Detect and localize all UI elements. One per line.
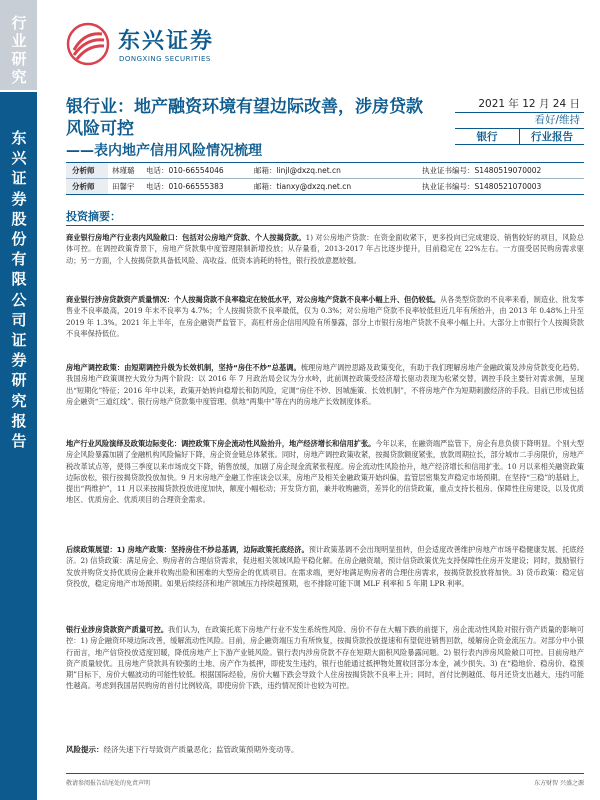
report-title-block xyxy=(66,96,426,161)
paragraph-lead: 后续政策展望：1) 房地产政策：坚持房住不炒总基调，边际政策托底经济。 xyxy=(66,545,309,554)
page-footer xyxy=(66,773,584,787)
rating-label: 看好/维持 xyxy=(534,114,580,126)
tag-industry: 银行 xyxy=(476,131,498,143)
paragraph-body: 预计政策基调不会出现明显扭转，但会适度改善维护房地产市场平稳健康发展、托底经济。2) 信贷政策：满足房企、购房者的合理信贷需求，促进相关领域风险平稳化解。在房企融资端，预计信贷政策优先支持保障性住房开发建设；同时，鼓励银行发放并购贷支持优质房企兼并收购出险和困难的大型房企的优质项目。在需求端，更好地满足购房者的合理住房需求，按揭贷款投放将加快。3) 货币政策：稳定信贷投放，稳定房地产市场预期。如果后续经济和地产领域压力持续超预期，也不排除可能下调 MLF 利率和 5 年期 LPR 利率。 xyxy=(66,545,584,588)
summary-heading: 投资摘要： xyxy=(66,210,121,223)
tag-report-type: 行业报告 xyxy=(519,129,584,144)
analyst-email: 邮箱：linjl@dxzq.net.cn xyxy=(254,166,341,175)
summary-paragraph-asset-quality xyxy=(66,294,584,339)
summary-paragraph-policy xyxy=(66,362,584,407)
footer-disclaimer: 敬请参阅报告结尾处的免责声明 xyxy=(66,780,151,787)
sidebar-top-band xyxy=(0,0,37,90)
analyst-email: 邮箱：tianxy@dxzq.net.cn xyxy=(254,182,352,191)
paragraph-lead: 银行业涉房贷款资产质量可控。 xyxy=(66,625,169,634)
analyst-row xyxy=(66,163,584,179)
analyst-name: 林瑾璐 xyxy=(112,166,135,175)
report-tags xyxy=(455,128,584,145)
analyst-row xyxy=(66,179,584,195)
summary-paragraph-conclusion xyxy=(66,624,584,692)
risk-label: 风险提示： xyxy=(66,745,104,754)
summary-paragraph-outlook xyxy=(66,544,584,589)
report-date: 2021 年 12 月 24 日 xyxy=(478,98,580,110)
risk-warning xyxy=(66,744,584,755)
paragraph-lead: 商业银行涉房贷款资产质量情况：个人按揭贷款不良率稳定在较低水平，对公房地产贷款不良率小幅上升、但仍较低。 xyxy=(66,295,441,304)
report-subtitle: ——表内地产信用风险情况梳理 xyxy=(66,143,262,159)
analyst-cert: 执业证书编号：S1480521070003 xyxy=(422,182,542,191)
sidebar-top-label: 行业研究 xyxy=(11,14,27,86)
analyst-cert: 执业证书编号：S1480519070002 xyxy=(422,166,542,175)
analyst-role: 分析师 xyxy=(66,163,108,178)
sidebar-bottom-label: 东兴证券股份有限公司证券研究报告 xyxy=(11,129,27,451)
summary-divider xyxy=(66,225,584,226)
analyst-phone: 电话：010-66555383 xyxy=(146,182,224,191)
paragraph-body: 1) 对公房地产贷款：在资金面收紧下，更多投向已完成建设、销售较好的项目，风险总体可控。在调控政策背景下，房地产贷款集中度管理限制新增投放；从存量看，2013-2017 年占比逐步提升，目前稳定在 22%左右。一方面受居民购房需求驱动；另一方面，个人按揭贷款具备低风险、高收益、低资本消耗的特性，银行投放意愿较强。 xyxy=(66,233,584,265)
paragraph-body: 从各类型贷款的不良率来看，制造业、批发零售业不良率最高，2019 年末不良率为 4.7%；个人按揭贷款不良率最低，仅为 0.3%；对公房地产贷款不良率较低但近几年有所抬升，由 2013 年 0.48%上升至 2019 年 1.3%。2021 年上半年，在房企融资严监管下，高杠杆房企信用风险有所暴露，部分上市银行房地产贷款不良率小幅上升。大部分上市银行个人按揭贷款不良率保持低位。 xyxy=(66,295,584,338)
analyst-table xyxy=(66,162,584,195)
paragraph-body: 我们认为，在政策托底下房地产行业不发生系统性风险、房价不存在大幅下跌的前提下，房企流动性风险对银行资产质量的影响可控：1) 房企融资环境边际改善，缓解流动性风险。目前，房企融资端压力有所恢复，按揭贷款投放提速和有望促进销售回款，缓解房企资金流压力。对部分中小银行而言，地产信贷投放适度回暖，降低房地产上下游产业链风险。银行表内涉房贷款不存在短期大面积风险暴露问题。2) 银行表内涉房风险敞口可控。目前房地产资产质量较优。且房地产贷款具有较强的土地、房产作为抵押，即使发生违约，银行也能通过抵押物处置收回部分本金，减少损失。3) 在“稳地价、稳房价、稳预期”目标下，房价大幅波动的可能性较低。根据国际经验，房价大幅下跌会导致个人住房按揭贷款不良率上升；同时，首付比例越低、每月还贷支出越大，违约可能性越高。考虑到我国居民购房的首付比例较高，即使房价下跌，违约情况预计也较为可控。 xyxy=(66,625,584,691)
report-info-box xyxy=(455,96,584,145)
sidebar xyxy=(0,0,37,800)
report-title: 银行业：地产融资环境有望边际改善，涉房贷款风险可控 xyxy=(66,97,423,139)
sidebar-bottom-band xyxy=(0,92,37,800)
paragraph-body: 今年以来，在融资端严监管下，房企有息负债下降明显。个别大型房企风险暴露加剧了金融机构风险偏好下降，房企资金链总体紧张。同时，房地产调控政策收紧，按揭贷款额度紧张，放款周期拉长，部分城市二手房限价，房地产税改革试点等，使得三季度以来市场成交下降，销售放缓，加剧了房企现金流紧张程度。房企流动性风险抬升，地产经济增长和信用扩张。10 月以来相关融资政策边际放松，银行按揭贷款投放加快。9 月末房地产金融工作座谈会以来，房地产及相关金融政策开始纠偏，监管层密集发声稳定市场预期。在坚持“三稳”的基础上，提出“两维护”，11 月以来按揭贷款投放进度加快，额度小幅松动；开发贷方面，兼并收购融资，差异化的信贷政策，重点支持长租房、保障性住房建设，以及优质地区、优质房企、优质项目的合理资金需求。 xyxy=(66,439,584,505)
paragraph-lead: 地产行业风险演绎及政策边际变化：调控政策下房企流动性风险抬升，地产经济增长和信用扩张。 xyxy=(66,439,376,448)
paragraph-body: 梳理房地产调控思路及政策变化，有助于我们理解房地产金融政策及涉房贷款变化趋势。我国房地产政策调控大致分为两个阶段：以 2016 年 7 月政治局会议为分水岭，此前调控政策受经济增长驱动表现为松紧交替，调控手段主要针对需求侧，呈现出“短期化”特征；2016 年中以来，政策开始转向稳增长和防风险，定调“房住不炒、因城施策、长效机制”，不将房地产作为短期刺激经济的手段。目前已形成包括房企融资“三道红线”、银行房地产贷款集中度管理、供地“两集中”等在内的房地产长效制度体系。 xyxy=(66,363,584,406)
company-logo xyxy=(66,22,236,72)
summary-paragraph-exposure xyxy=(66,232,584,266)
analyst-phone: 电话：010-66554046 xyxy=(146,166,224,175)
footer-slogan: 东方财智 兴盛之源 xyxy=(534,780,584,787)
paragraph-lead: 商业银行房地产行业表内风险敞口：包括对公房地产贷款、个人按揭贷款。 xyxy=(66,233,306,242)
dongxing-logo-mark-icon xyxy=(66,22,110,66)
risk-text: 经济失速下行导致资产质量恶化；监管政策预期外变动等。 xyxy=(103,745,299,754)
analyst-name: 田馨宇 xyxy=(112,182,135,191)
paragraph-lead: 房地产调控政策：由短期调控升级为长效机制，坚持“房住不炒”总基调。 xyxy=(66,363,301,372)
summary-paragraph-risk-evolution xyxy=(66,438,584,506)
logo-chinese-name: 东兴证券 xyxy=(118,29,215,54)
analyst-role: 分析师 xyxy=(66,179,108,194)
logo-english-name: DONGXING SECURITIES xyxy=(119,55,211,63)
